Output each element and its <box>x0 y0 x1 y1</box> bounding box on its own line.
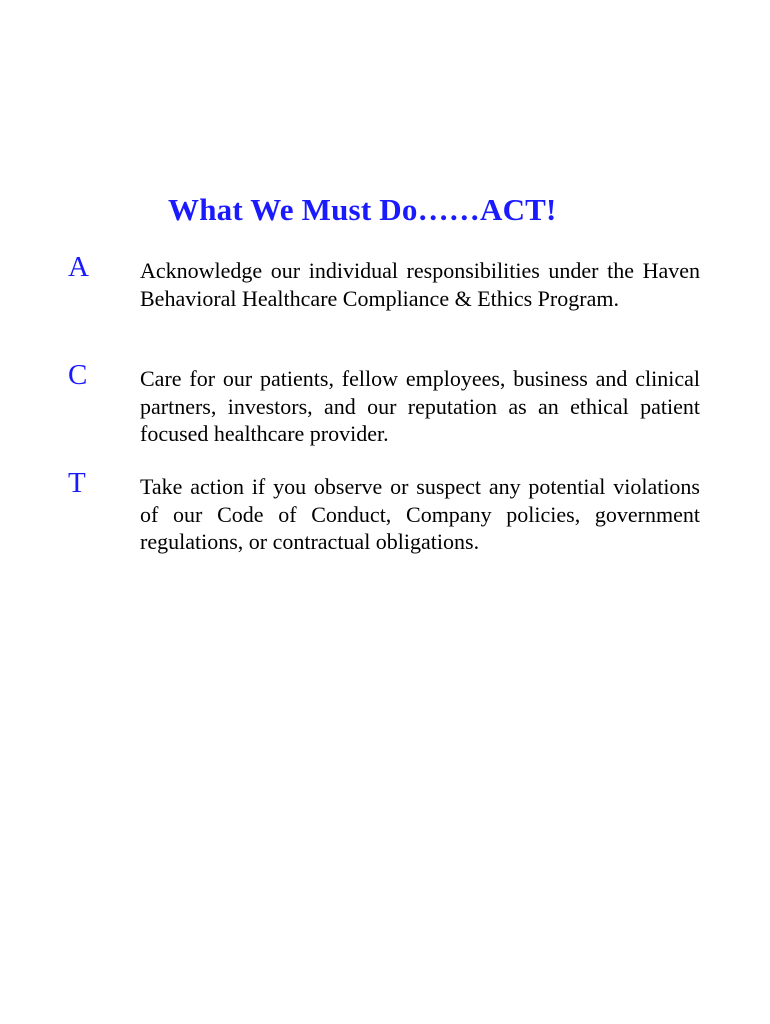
act-text-c: Care for our patients, fellow employees, business and clinical partners, investors, and our reputation as an ethical patient focused healthcare provider. <box>140 366 700 446</box>
act-text-a: Acknowledge our individual responsibilities under the Haven Behavioral Healthcare Compliance & Ethics Program. <box>140 258 700 311</box>
act-letter-c: C <box>68 359 88 391</box>
act-letter-a: A <box>68 251 89 283</box>
act-letter-t: T <box>68 467 86 499</box>
act-text-t: Take action if you observe or suspect any potential violations of our Code of Conduct, Company policies, government regulations, or contractual obligations. <box>140 474 700 554</box>
page-title: What We Must Do……ACT! <box>168 192 557 227</box>
